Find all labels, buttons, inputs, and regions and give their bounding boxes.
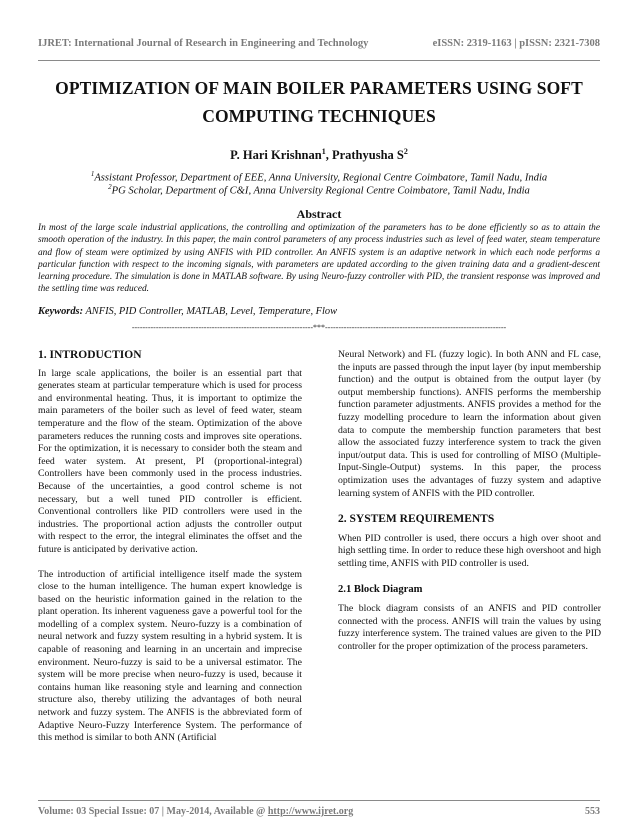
- running-header: [38, 38, 600, 54]
- section-2-heading: 2. SYSTEM REQUIREMENTS: [338, 513, 495, 526]
- author-list: [0, 147, 638, 163]
- footer-rule: [38, 800, 600, 801]
- volume-text: Volume: 03 Special Issue: 07 | May-2014, Available @: [38, 806, 268, 817]
- block-diagram-paragraph: The block diagram consists of an ANFIS and PID controller connected with the process. ANFIS will train the values by using fuzzy interference system. The trained values are given to the PID controller for the proper optimization of the process parameters.: [338, 603, 601, 652]
- journal-link[interactable]: http://www.ijret.org: [267, 806, 354, 817]
- keywords-line: [38, 306, 600, 317]
- author-1-sup: 1: [321, 147, 326, 156]
- author-2-sup: 2: [403, 147, 408, 156]
- affiliation-1-text: Assistant Professor, Department of EEE, Anna University, Regional Centre Coimbatore, Tamil Nadu, India: [94, 172, 548, 184]
- running-footer: [38, 806, 600, 820]
- keywords-value: ANFIS, PID Controller, MATLAB, Level, Temperature, Flow: [83, 306, 338, 317]
- affiliation-2-text: PG Scholar, Department of C&I, Anna University Regional Centre Coimbatore, Tamil Nadu, India: [111, 185, 530, 197]
- author-1: P. Hari Krishnan: [230, 148, 322, 163]
- system-requirements-paragraph: When PID controller is used, there occurs a high over shoot and high settling time. In order to reduce these high overshoot and high settling time, ANFIS with PID controller is used.: [338, 532, 601, 569]
- paper-title: [40, 74, 598, 130]
- section-2-1-heading: 2.1 Block Diagram: [338, 583, 423, 595]
- affiliation-2-sup: 2: [108, 183, 112, 191]
- affiliation-1-sup: 1: [90, 170, 95, 178]
- section-1-heading: 1. INTRODUCTION: [38, 349, 142, 361]
- author-separator: ,: [325, 148, 332, 163]
- section-separator: --------------------------------------------------------------------***--------------------------------------------------------------------: [131, 323, 507, 332]
- header-rule: [38, 60, 600, 61]
- affiliation-2: [20, 181, 618, 198]
- footer-volume: [38, 806, 353, 817]
- issn-info: eISSN: 2319-1163 | pISSN: 2321-7308: [432, 38, 600, 49]
- title-line-2: COMPUTING TECHNIQUES: [202, 106, 436, 126]
- abstract-heading: Abstract: [296, 207, 342, 221]
- left-column: [38, 349, 302, 745]
- right-column: [338, 349, 601, 653]
- journal-name: IJRET: International Journal of Research in Engineering and Technology: [38, 38, 369, 49]
- keywords-label: Keywords:: [38, 306, 84, 317]
- intro-paragraph-1: In large scale applications, the boiler is an essential part that generates steam at particular temperature which is used for process and environmental heating. Thus, it is important to optimize the main parameters of the boiler such as level of feed water, steam temperature and the flow of the steam. Optimization of the above parameters reduces the running costs and improves site operations. For the optimization, it is necessary to consider both the steam and feed water system. At present, PI (proportional-integral) Controllers have been commonly used in the process industries. Because of the uncertainties, a good control scheme is not necessary, but a well tuned PID controller is efficient. Conventional controllers like PID controllers were used in the industries. The proportional action adjusts the controller output with respect to the error, the integral eliminates the offset and the future is anticipated by derivative action.: [38, 367, 302, 555]
- intro-paragraph-2: The introduction of artificial intelligence itself made the system close to the human intelligence. The human expert knowledge is based on the heuristic information gained in the relation to the plant operation. Its inherent vagueness gave a powerful tool for the modelling of a complex system. Neuro-fuzzy is a combination of neural network and fuzzy system resulting in a hybrid system. It is capable of reasoning and learning in an uncertain and imprecise environment. Neuro-fuzzy is said to be a universal estimator. The system will be more precise when neuro-fuzzy is used, because it contains human like reasoning style and learning and connection structure also, thereby utilizing the advantages of both neural network and fuzzy system. The ANFIS is the abbreviated form of Adaptive Neuro-Fuzzy Interference System. The performance of this method is similar to both ANN (Artificial: [38, 568, 302, 744]
- intro-paragraph-continued: Neural Network) and FL (fuzzy logic). In both ANN and FL case, the inputs are passed through the input layer (by input membership function) and the output is obtained from the output layer (by output membership functions). ANFIS performs the membership function parameter adjustments. ANFIS provides a method for the fuzzy modelling procedure to learn the information about given data to compute the membership function parameters that best allow the associated fuzzy interference system to track the given input/output data. This is used for controlling of MISO (Multiple-Input-Single-Output) systems. In this paper, the process optimization uses the advantages of fuzzy system and adaptive learning system of ANFIS with the PID controller.: [338, 349, 601, 499]
- abstract-text: In most of the large scale industrial applications, the controlling and optimization of the parameters has to be done efficiently so as to attain the smooth operation of the industry. In this paper, the main control parameters of any process industries such as level of feed water, steam temperature and flow of steam were optimized by using ANFIS with PID controller. An ANFIS system is an adaptive network in which each node performs a particular function with respect to the incoming signals, with parameters are updated according to the given training data and a gradient-descent learning procedure. The simulation is done in MATLAB software. By using Neuro-fuzzy controller with PID, the transient response was improved and the settling time was reduced.: [38, 223, 600, 295]
- author-2: Prathyusha S: [331, 148, 404, 163]
- page-number: 553: [585, 806, 600, 817]
- title-line-1: OPTIMIZATION OF MAIN BOILER PARAMETERS USING SOFT: [55, 78, 583, 98]
